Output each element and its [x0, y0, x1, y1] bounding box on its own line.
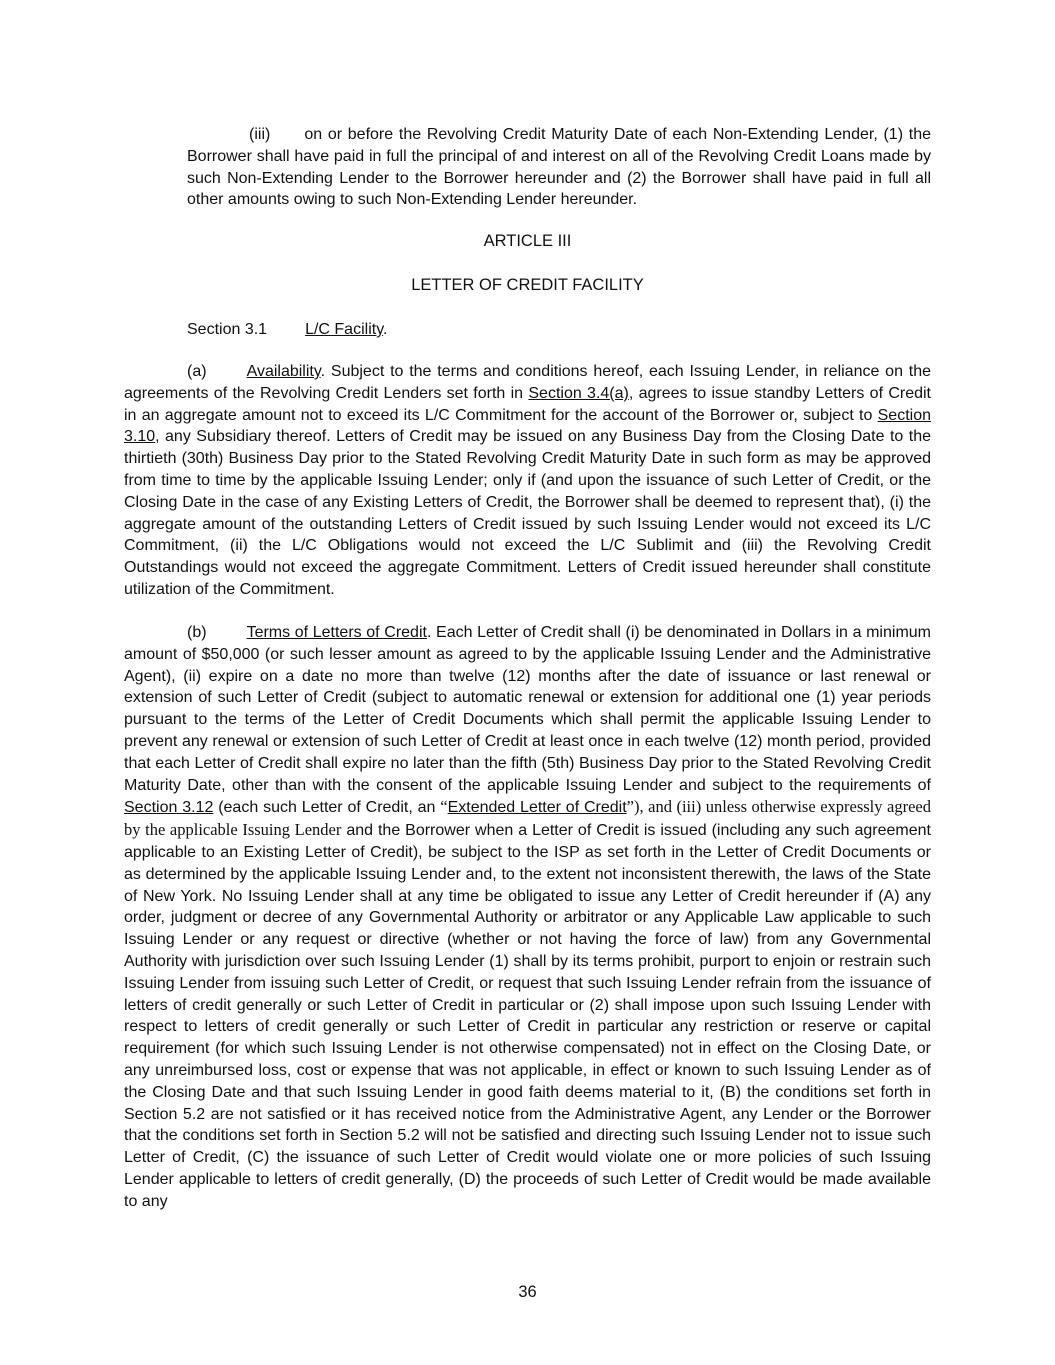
- extended-letter-of-credit-term: Extended Letter of Credit: [447, 799, 627, 817]
- paragraph-b-marker: (b): [187, 624, 207, 641]
- paragraph-b-text-4: are not satisfied or it has received notice from the Administrative Agent, any Lender or the Borrower that the conditions set forth in: [124, 1105, 932, 1145]
- paragraph-iii-text: on or before the Revolving Credit Maturity Date of each Non-Extending Lender, (1) the Borrower shall have paid in full the principal of and interest on all of the Revolving Credit Loans made by such Non-Extending Lender to the Borrower hereunder and (2) the Borrower shall have paid in full all other amounts owing to such Non-Extending Lender hereunder.: [187, 126, 931, 209]
- section-heading: [187, 319, 931, 341]
- paragraph-a-heading: Availability: [246, 363, 321, 380]
- page-number: 36: [518, 1283, 537, 1301]
- article-number: ARTICLE III: [483, 232, 572, 250]
- section-title: L/C Facility: [305, 321, 383, 338]
- section-title-period: .: [383, 321, 388, 338]
- open-quote: “: [440, 797, 448, 817]
- paragraph-b-serif-text: ”), and (iii) unless otherwise expressly agreed by the applicable Issuing Lender: [124, 797, 931, 840]
- paragraph-a-text-3: , any Subsidiary thereof. Letters of Credit may be issued on any Business Day from the Closing Date to the thirtieth (30th) Business Day prior to the Stated Revolving Credit Maturity Date in such form as may be approved from time to time by the applicable Issuing Lender; only if (and upon the issuance of such Letter of Credit, or the Closing Date in the case of any Existing Letters of Credit, the Borrower shall be deemed to represent that), (i) the aggregate amount of the outstanding Letters of Credit issued by such Issuing Lender would not exceed its L/C Commitment, (ii) the L/C Obligations would not exceed the L/C Sublimit and (iii) the Revolving Credit Outstandings would not exceed the aggregate Commitment. Letters of Credit issued hereunder shall constitute utilization of the Commitment.: [124, 428, 931, 598]
- paragraph-a: [124, 361, 931, 601]
- paragraph-b-text-2: (each such Letter of Credit, an: [213, 799, 441, 817]
- paragraph-b-text-1: . Each Letter of Credit shall (i) be denominated in Dollars in a minimum amount of $50,000 (or such lesser amount as agreed to by the applicable Issuing Lender and the Administrative Agent), (ii) expire on a date no more than twelve (12) months after the date of issuance or last renewal or extension of such Letter of Credit (subject to automatic renewal or extension for additional one (1) year periods pursuant to the terms of the Letter of Credit Documents which shall permit the applicable Issuing Lender to prevent any renewal or extension of such Letter of Credit at least once in each twelve (12) month period, provided that each Letter of Credit shall expire no later than the fifth (5th) Business Day prior to the Stated Revolving Credit Maturity Date, other than with the consent of the applicable Issuing Lender and subject to the requirements of: [124, 624, 931, 794]
- section-number: Section 3.1: [187, 321, 268, 338]
- paragraph-iii-marker: (iii): [249, 126, 271, 143]
- paragraph-b: [124, 622, 931, 1213]
- section-3-4a-reference: Section 3.4(a): [528, 384, 629, 402]
- article-title: LETTER OF CREDIT FACILITY: [411, 276, 644, 294]
- paragraph-b-text-3: and the Borrower when a Letter of Credit is issued (including any such agreement applicable to an Existing Letter of Credit), be subject to the ISP as set forth in the Letter of Credit Documents or as determined by the applicable Issuing Lender and, to the extent not inconsistent therewith, the laws of the State of New York. No Issuing Lender shall at any time be obligated to issue any Letter of Credit hereunder if (A) any order, judgment or decree of any Governmental Authority or arbitrator or any Applicable Law applicable to such Issuing Lender or any request or directive (whether or not having the force of law) from any Governmental Authority with jurisdiction over such Issuing Lender (1) shall by its terms prohibit, purport to enjoin or restrain such Issuing Lender from issuing such Letter of Credit, or request that such Issuing Lender refrain from the issuance of letters of credit generally or such Letter of Credit in particular or (2) shall impose upon such Issuing Lender with respect to letters of credit generally or such Letter of Credit in particular any restriction or reserve or capital requirement (for which such Issuing Lender is not otherwise compensated) not in effect on the Closing Date, or any unreimbursed loss, cost or expense that was not applicable, in effect or known to such Issuing Lender as of the Closing Date and that such Issuing Lender in good faith deems material to it, (B) the conditions set forth in: [124, 822, 931, 1101]
- paragraph-b-heading: Terms of Letters of Credit: [246, 624, 427, 641]
- paragraph-iii: [187, 124, 931, 211]
- section-5-2-reference-2: Section 5.2: [339, 1127, 420, 1145]
- paragraph-a-marker: (a): [187, 363, 207, 380]
- paragraph-b-text-5: will not be satisfied and directing such Issuing Lender not to issue such Letter of Credit, (C) the issuance of such Letter of Credit would violate one or more policies of such Issuing Lender applicable to letters of credit generally, (D) the proceeds of such Letter of Credit would be made available to any: [124, 1127, 931, 1210]
- paragraph-a-text-2: , agrees to issue standby Letters of Credit in an aggregate amount not to exceed its L/C Commitment for the account of the Borrower or, subject to: [124, 384, 932, 424]
- section-3-10-reference: Section 3.10: [124, 406, 931, 446]
- section-3-12-reference: Section 3.12: [124, 799, 214, 817]
- paragraph-a-text-1: . Subject to the terms and conditions hereof, each Issuing Lender, in reliance on the agreements of the Revolving Credit Lenders set forth in: [124, 363, 931, 402]
- section-5-2-reference: Section 5.2: [124, 1105, 206, 1123]
